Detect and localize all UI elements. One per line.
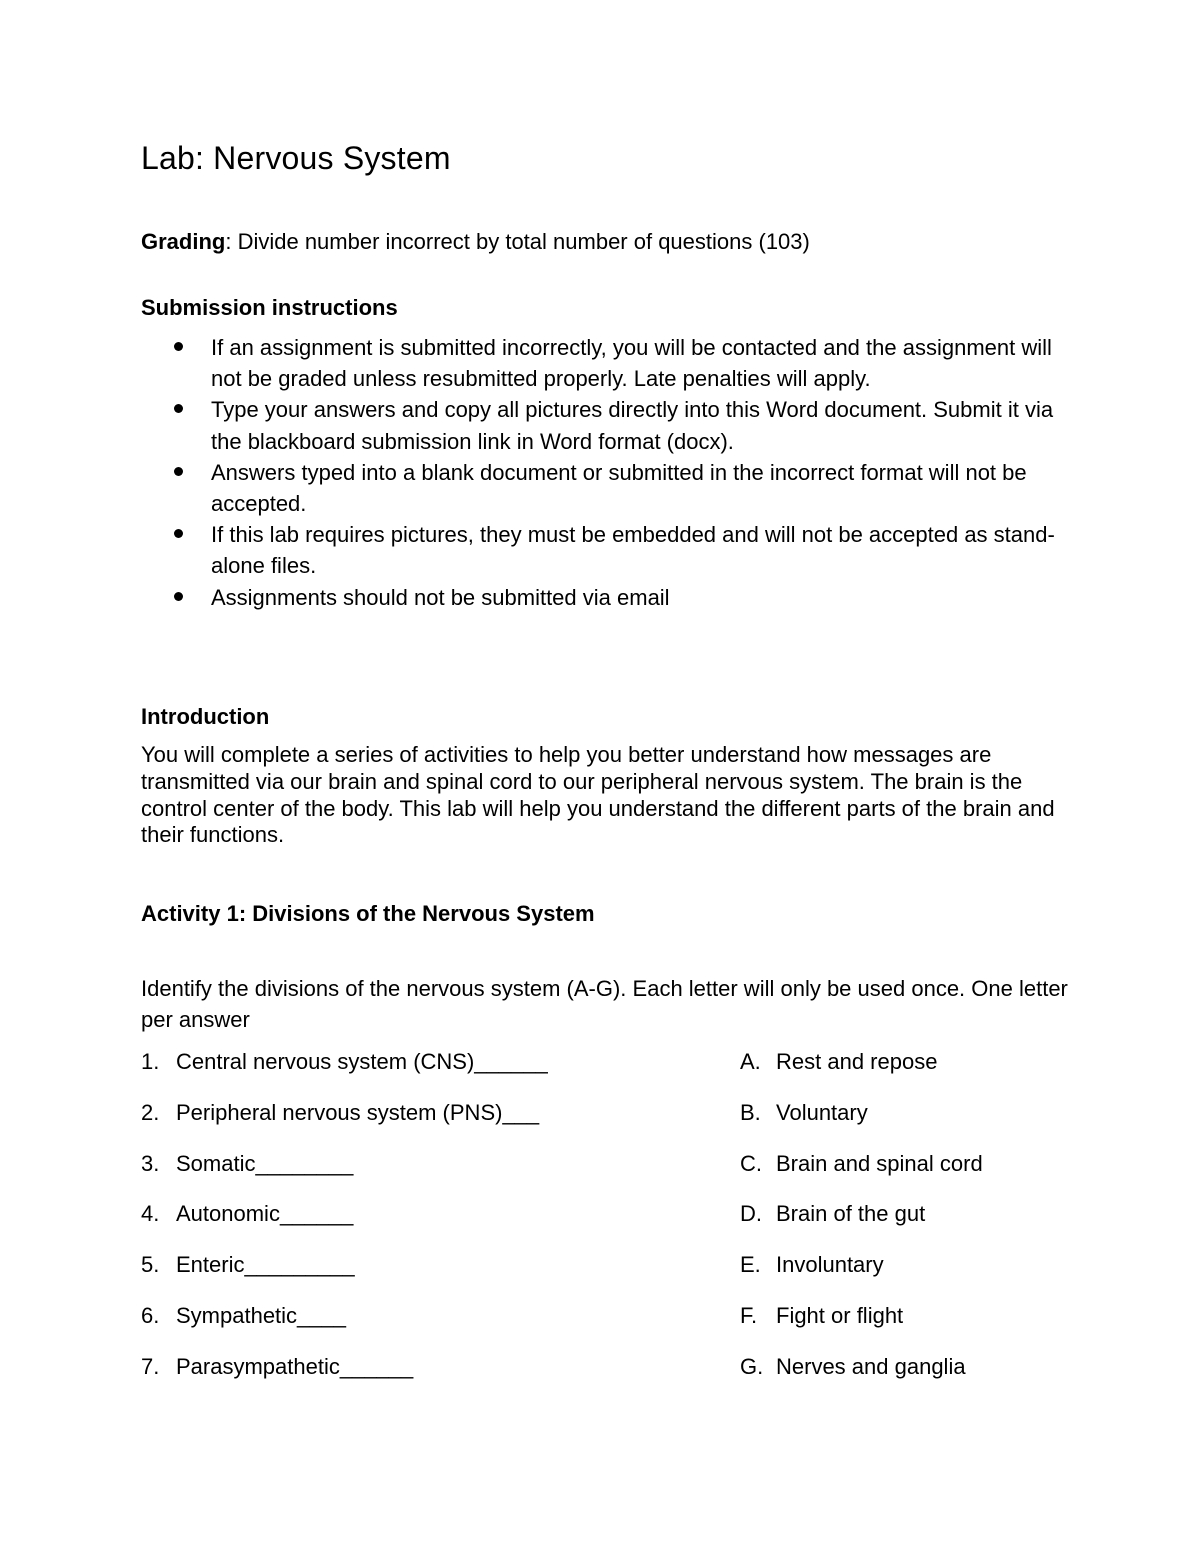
- answer-item: [740, 1149, 983, 1200]
- question-text: Autonomic______: [176, 1201, 354, 1227]
- answer-list: [740, 1047, 983, 1403]
- list-item: [141, 519, 1071, 581]
- question-number: 3.: [141, 1150, 160, 1176]
- submission-heading: Submission instructions: [141, 295, 398, 320]
- question-text: Peripheral nervous system (PNS)___: [176, 1099, 540, 1125]
- activity1-heading: Activity 1: Divisions of the Nervous System: [141, 901, 595, 926]
- answer-text: Brain and spinal cord: [776, 1150, 983, 1176]
- question-number: 2.: [141, 1099, 160, 1125]
- answer-letter: G.: [740, 1353, 764, 1379]
- question-number: 5.: [141, 1252, 160, 1278]
- submission-item-text: Answers typed into a blank document or submitted in the incorrect format will not be accepted.: [211, 459, 1027, 517]
- answer-text: Fight or flight: [776, 1302, 904, 1328]
- question-item: [141, 1098, 548, 1149]
- bullet-icon: [174, 467, 183, 476]
- page-title: Lab: Nervous System: [141, 140, 451, 176]
- answer-item: [740, 1199, 983, 1250]
- list-item: [141, 457, 1071, 519]
- bullet-icon: [174, 529, 183, 538]
- answer-item: [740, 1250, 983, 1301]
- question-item: [141, 1199, 548, 1250]
- submission-item-text: Assignments should not be submitted via email: [211, 584, 670, 610]
- question-item: [141, 1301, 548, 1352]
- question-number: 6.: [141, 1302, 160, 1328]
- bullet-icon: [174, 592, 183, 601]
- question-text: Enteric_________: [176, 1252, 355, 1278]
- answer-text: Rest and repose: [776, 1049, 938, 1074]
- bullet-icon: [174, 342, 183, 351]
- question-text: Sympathetic____: [176, 1302, 346, 1328]
- question-number: 7.: [141, 1353, 160, 1379]
- grading-label: Grading: [141, 229, 226, 254]
- activity1-prompt: Identify the divisions of the nervous system (A-G). Each letter will only be used once. One letter per answer: [141, 976, 1068, 1033]
- introduction-heading: Introduction: [141, 704, 270, 729]
- answer-text: Nerves and ganglia: [776, 1353, 966, 1379]
- question-item: [141, 1047, 548, 1098]
- answer-text: Involuntary: [776, 1252, 884, 1278]
- submission-list: [141, 332, 1071, 613]
- introduction-text: You will complete a series of activities to help you better understand how messages are transmitted via our brain and spinal cord to our peripheral nervous system. The brain is the control center of the body. This lab will help you understand the different parts of the brain and their functions.: [141, 742, 1055, 848]
- question-text: Central nervous system (CNS)______: [176, 1049, 548, 1074]
- answer-letter: D.: [740, 1201, 762, 1227]
- answer-letter: A.: [740, 1049, 761, 1074]
- question-text: Somatic________: [176, 1150, 354, 1176]
- question-list: [141, 1047, 548, 1403]
- question-number: 1.: [141, 1049, 160, 1074]
- question-item: [141, 1352, 548, 1403]
- grading-line: [141, 229, 810, 255]
- list-item: [141, 582, 1071, 613]
- answer-item: [740, 1098, 983, 1149]
- question-item: [141, 1250, 548, 1301]
- answer-letter: F.: [740, 1302, 758, 1328]
- answer-item: [740, 1301, 983, 1352]
- answer-item: [740, 1047, 983, 1098]
- question-number: 4.: [141, 1201, 160, 1227]
- answer-letter: B.: [740, 1099, 761, 1125]
- submission-item-text: If an assignment is submitted incorrectly, you will be contacted and the assignment will not be graded unless resubmitted properly. Late penalties will apply.: [211, 335, 1052, 392]
- grading-text: : Divide number incorrect by total number of questions (103): [225, 229, 810, 254]
- question-text: Parasympathetic______: [176, 1353, 414, 1379]
- answer-text: Brain of the gut: [776, 1201, 926, 1227]
- submission-item-text: If this lab requires pictures, they must be embedded and will not be accepted as stand-alone files.: [211, 522, 1055, 579]
- answer-letter: C.: [740, 1150, 762, 1176]
- answer-item: [740, 1352, 983, 1403]
- bullet-icon: [174, 404, 183, 413]
- list-item: [141, 394, 1071, 456]
- question-item: [141, 1149, 548, 1200]
- submission-item-text: Type your answers and copy all pictures directly into this Word document. Submit it via the blackboard submission link in Word format (docx).: [211, 397, 1054, 454]
- list-item: [141, 332, 1071, 394]
- answer-letter: E.: [740, 1252, 761, 1278]
- answer-text: Voluntary: [776, 1099, 868, 1125]
